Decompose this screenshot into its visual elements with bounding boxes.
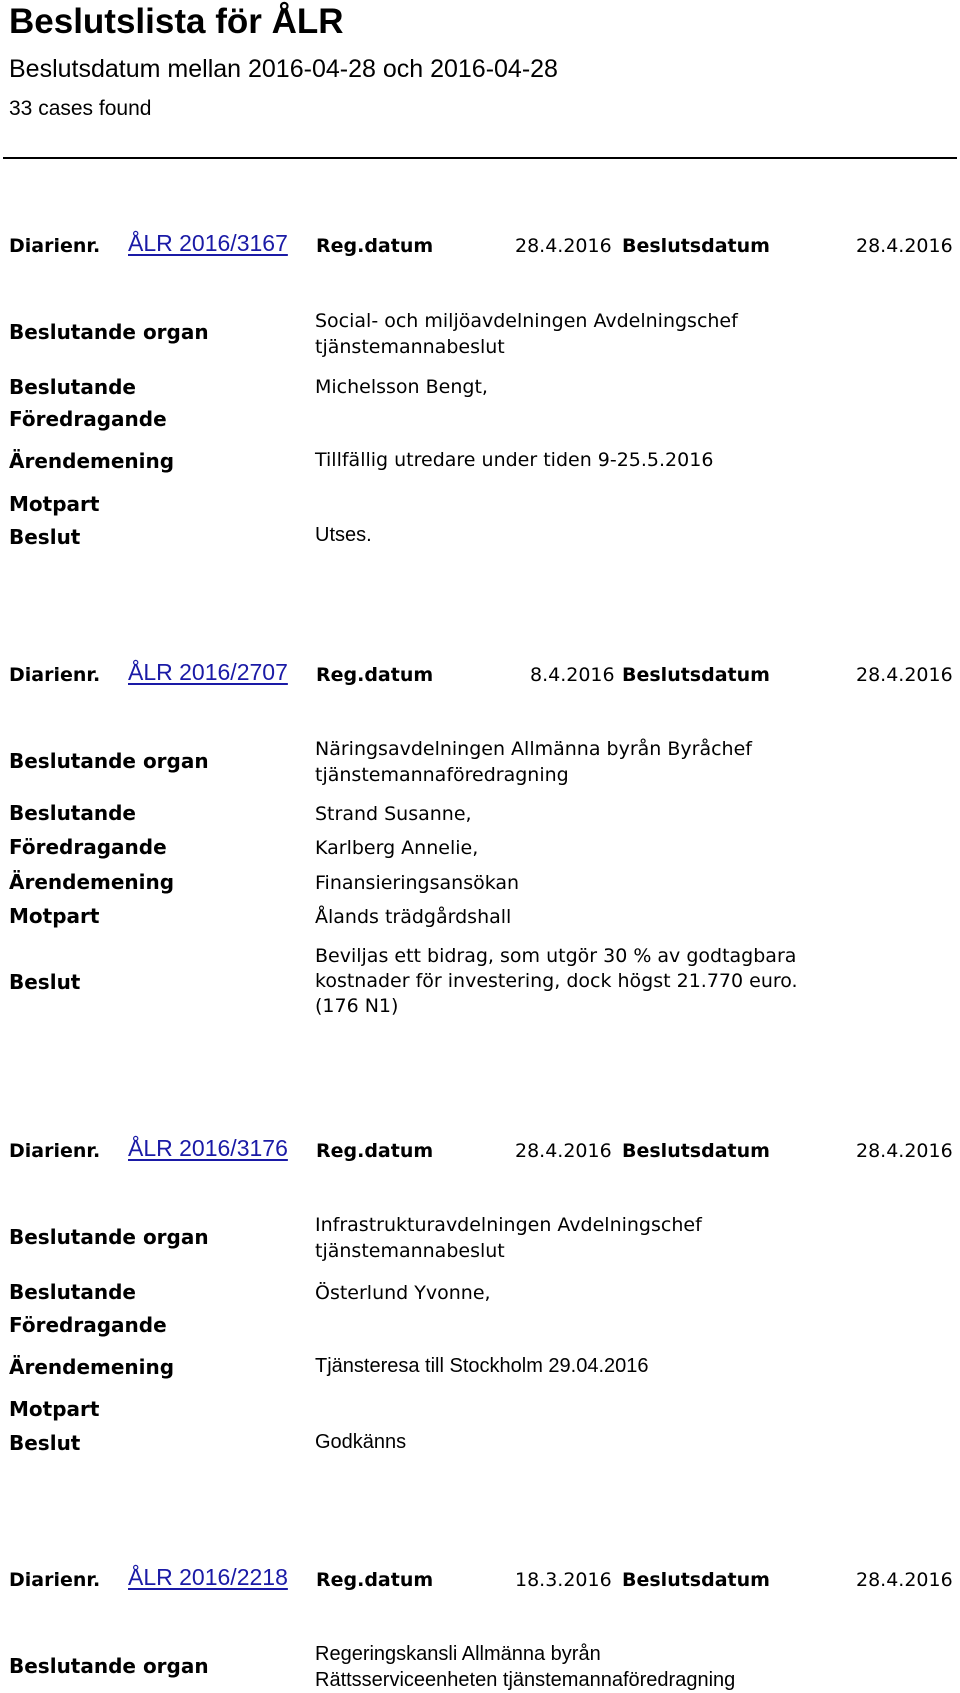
arendemening-value: Tillfällig utredare under tiden 9-25.5.2016	[315, 449, 714, 471]
beslutsdatum-label: Beslutsdatum	[622, 664, 770, 686]
foredragande-label: Föredragande	[9, 835, 167, 859]
beslutande-organ-value: Infrastrukturavdelningen Avdelningschef tjänstemannabeslut	[315, 1214, 702, 1262]
beslutande-label: Beslutande	[9, 801, 136, 825]
case-link[interactable]: ÅLR 2016/3167	[128, 230, 288, 256]
beslutande-organ-value: Näringsavdelningen Allmänna byrån Byråchef tjänstemannaföredragning	[315, 738, 752, 786]
motpart-label: Motpart	[9, 904, 100, 928]
beslutsdatum-label: Beslutsdatum	[622, 1140, 770, 1162]
beslutsdatum-value: 28.4.2016	[856, 1569, 953, 1591]
regdatum-value: 28.4.2016	[515, 1140, 612, 1162]
beslutande-organ-label: Beslutande organ	[9, 1225, 209, 1249]
beslut-value: Utses.	[315, 524, 372, 546]
arendemening-value: Finansieringsansökan	[315, 872, 520, 894]
beslut-label: Beslut	[9, 1431, 81, 1455]
motpart-label: Motpart	[9, 492, 100, 516]
regdatum-label: Reg.datum	[316, 1140, 434, 1162]
case-link[interactable]: ÅLR 2016/3176	[128, 1135, 288, 1161]
diarienr-label: Diarienr.	[9, 235, 101, 257]
arendemening-label: Ärendemening	[9, 1355, 175, 1379]
foredragande-label: Föredragande	[9, 1313, 167, 1337]
regdatum-label: Reg.datum	[316, 664, 434, 686]
result-count: 33 cases found	[9, 97, 152, 120]
beslut-label: Beslut	[9, 970, 81, 994]
regdatum-label: Reg.datum	[316, 235, 434, 257]
motpart-label: Motpart	[9, 1397, 100, 1421]
case-link[interactable]: ÅLR 2016/2707	[128, 659, 288, 685]
beslutande-organ-label: Beslutande organ	[9, 749, 209, 773]
diarienr-label: Diarienr.	[9, 1569, 101, 1591]
regdatum-label: Reg.datum	[316, 1569, 434, 1591]
header-divider	[3, 157, 957, 159]
beslutsdatum-value: 28.4.2016	[856, 235, 953, 257]
beslut-label: Beslut	[9, 525, 81, 549]
regdatum-value: 28.4.2016	[515, 235, 612, 257]
beslutande-organ-label: Beslutande organ	[9, 1654, 209, 1678]
arendemening-label: Ärendemening	[9, 449, 175, 473]
beslutande-label: Beslutande	[9, 375, 136, 399]
beslutsdatum-label: Beslutsdatum	[622, 235, 770, 257]
beslut-value: Beviljas ett bidrag, som utgör 30 % av godtagbara kostnader för investering, dock högst 21.770 euro. (176 N1)	[315, 945, 798, 1017]
beslutsdatum-value: 28.4.2016	[856, 1140, 953, 1162]
arendemening-label: Ärendemening	[9, 870, 175, 894]
beslut-value: Godkänns	[315, 1431, 407, 1453]
diarienr-label: Diarienr.	[9, 1140, 101, 1162]
foredragande-value: Karlberg Annelie,	[315, 837, 479, 859]
regdatum-value: 18.3.2016	[515, 1569, 612, 1591]
foredragande-label: Föredragande	[9, 407, 167, 431]
beslutande-organ-label: Beslutande organ	[9, 320, 209, 344]
beslutande-organ-value: Social- och miljöavdelningen Avdelningschef tjänstemannabeslut	[315, 310, 738, 358]
arendemening-value: Tjänsteresa till Stockholm 29.04.2016	[315, 1355, 649, 1377]
page-title: Beslutslista för ÅLR	[9, 2, 344, 41]
regdatum-value: 8.4.2016	[530, 664, 615, 686]
diarienr-label: Diarienr.	[9, 664, 101, 686]
motpart-value: Ålands trädgårdshall	[315, 906, 512, 928]
beslutsdatum-value: 28.4.2016	[856, 664, 953, 686]
beslutsdatum-label: Beslutsdatum	[622, 1569, 770, 1591]
case-link[interactable]: ÅLR 2016/2218	[128, 1564, 288, 1590]
beslutande-value: Strand Susanne,	[315, 803, 472, 825]
page-subtitle: Beslutsdatum mellan 2016-04-28 och 2016-04-28	[9, 55, 558, 83]
beslutande-value: Österlund Yvonne,	[315, 1282, 491, 1304]
beslutande-organ-value: Regeringskansli Allmänna byrån Rättsserviceenheten tjänstemannaföredragning	[315, 1643, 736, 1691]
beslutande-label: Beslutande	[9, 1280, 136, 1304]
beslutande-value: Michelsson Bengt,	[315, 376, 488, 398]
